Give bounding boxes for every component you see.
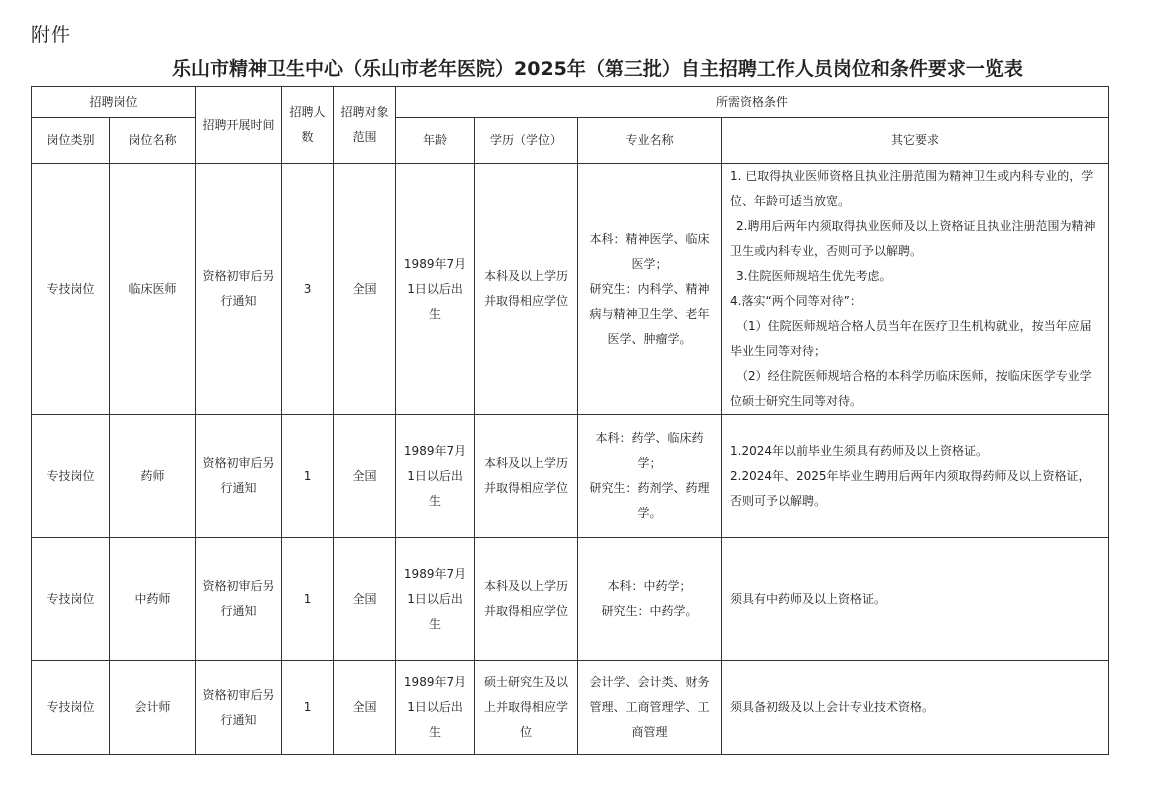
major-line: 研究生：中药学。: [601, 604, 698, 618]
cell-major: [578, 415, 722, 538]
requirement-line: （2）经住院医师规培合格的本科学历临床医师，按临床医学专业学位硕士研究生同等对待。: [730, 369, 1092, 408]
major-line: 本科：药学、临床药学；: [595, 431, 704, 470]
recruitment-table: [31, 86, 1109, 755]
major-line: 研究生：内科学、精神病与精神卫生学、老年医学、肿瘤学。: [589, 281, 710, 346]
header-age: 年龄: [396, 118, 475, 164]
cell-scope: 全国: [334, 661, 396, 755]
attachment-label: 附件: [31, 24, 72, 46]
cell-schedule: 资格初审后另行通知: [196, 661, 282, 755]
major-line: 本科：精神医学、临床医学；: [589, 231, 710, 271]
cell-age: 1989年7月1日以后出生: [396, 164, 475, 415]
requirement-line: 4.落实“两个同等对待”：: [730, 294, 862, 308]
cell-scope: 全国: [334, 538, 396, 661]
cell-major: [578, 538, 722, 661]
requirement-line: 须具有中药师及以上资格证。: [730, 591, 887, 606]
cell-count: 3: [282, 164, 334, 415]
table-row: [32, 164, 1109, 415]
cell-schedule: 资格初审后另行通知: [196, 164, 282, 415]
cell-category: 专技岗位: [32, 538, 110, 661]
header-position-category: 岗位类别: [32, 118, 110, 164]
requirement-line: 3.住院医师规培生优先考虑。: [736, 269, 892, 283]
major-line: 研究生：药剂学、药理学。: [589, 481, 710, 520]
table-row: [32, 538, 1109, 661]
requirement-line: 2.聘用后两年内须取得执业医师及以上资格证且执业注册范围为精神卫生或内科专业，否则可予以解聘。: [730, 219, 1096, 258]
header-scope: 招聘对象范围: [334, 87, 396, 164]
cell-education: 本科及以上学历并取得相应学位: [475, 164, 578, 415]
cell-age: 1989年7月1日以后出生: [396, 538, 475, 661]
header-other: 其它要求: [722, 118, 1109, 164]
cell-schedule: 资格初审后另行通知: [196, 415, 282, 538]
header-count: 招聘人数: [282, 87, 334, 164]
cell-other-requirements: [722, 164, 1109, 415]
cell-position-name: 临床医师: [110, 164, 196, 415]
header-group-position: 招聘岗位: [32, 87, 196, 118]
cell-category: 专技岗位: [32, 415, 110, 538]
cell-position-name: 中药师: [110, 538, 196, 661]
cell-age: 1989年7月1日以后出生: [396, 415, 475, 538]
cell-position-name: 会计师: [110, 661, 196, 755]
cell-scope: 全国: [334, 164, 396, 415]
cell-category: 专技岗位: [32, 164, 110, 415]
header-schedule: 招聘开展时间: [196, 87, 282, 164]
cell-education: 本科及以上学历并取得相应学位: [475, 538, 578, 661]
cell-schedule: 资格初审后另行通知: [196, 538, 282, 661]
major-line: 会计学、会计类、财务管理、工商管理学、工商管理: [589, 675, 710, 739]
cell-education: 本科及以上学历并取得相应学位: [475, 415, 578, 538]
cell-other-requirements: [722, 538, 1109, 661]
document-title: 乐山市精神卫生中心（乐山市老年医院）2025年（第三批）自主招聘工作人员岗位和条件要求一览表: [172, 58, 1023, 80]
cell-category: 专技岗位: [32, 661, 110, 755]
requirement-line: （1）住院医师规培合格人员当年在医疗卫生机构就业，按当年应届毕业生同等对待；: [730, 319, 1092, 358]
cell-count: 1: [282, 538, 334, 661]
cell-other-requirements: [722, 661, 1109, 755]
cell-position-name: 药师: [110, 415, 196, 538]
cell-major: [578, 164, 722, 415]
requirement-line: 2.2024年、2025年毕业生聘用后两年内须取得药师及以上资格证，否则可予以解聘。: [730, 468, 1091, 508]
cell-scope: 全国: [334, 415, 396, 538]
requirement-line: 须具备初级及以上会计专业技术资格。: [730, 700, 935, 714]
cell-count: 1: [282, 415, 334, 538]
major-line: 本科：中药学；: [607, 579, 692, 593]
cell-age: 1989年7月1日以后出生: [396, 661, 475, 755]
header-row-1: [32, 87, 1109, 118]
header-position-name: 岗位名称: [110, 118, 196, 164]
header-education: 学历（学位）: [475, 118, 578, 164]
table-row: [32, 415, 1109, 538]
cell-other-requirements: [722, 415, 1109, 538]
header-group-requirements: 所需资格条件: [396, 87, 1109, 118]
header-major: 专业名称: [578, 118, 722, 164]
table-row: [32, 661, 1109, 755]
requirement-line: 1.2024年以前毕业生须具有药师及以上资格证。: [730, 443, 989, 458]
cell-major: [578, 661, 722, 755]
cell-count: 1: [282, 661, 334, 755]
cell-education: 硕士研究生及以上并取得相应学位: [475, 661, 578, 755]
header-row-2: [32, 118, 1109, 164]
requirement-line: 1. 已取得执业医师资格且执业注册范围为精神卫生或内科专业的，学位、年龄可适当放宽。: [730, 169, 1094, 208]
